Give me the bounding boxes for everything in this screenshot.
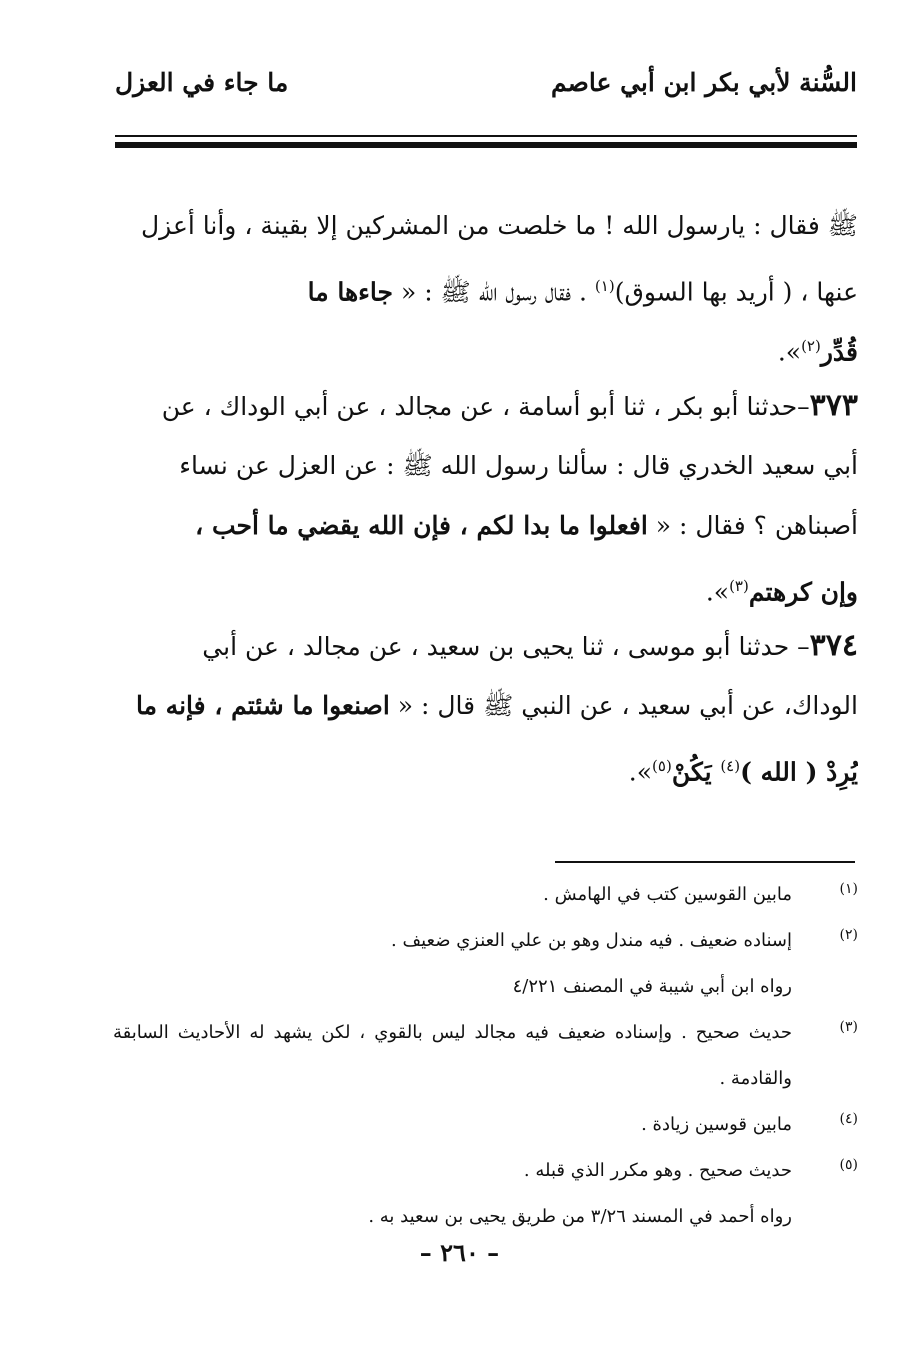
text-line	[113, 736, 858, 796]
hadith-number: ٣٧٣	[809, 388, 858, 423]
footnote-ref: (٣)	[729, 577, 749, 595]
footnote	[113, 1010, 858, 1056]
footnote-text: حديث صحيح . وهو مكرر الذي قبله .	[523, 1160, 792, 1181]
footnote	[113, 1102, 858, 1148]
footnote-ref: (٥)	[652, 757, 672, 775]
text-line	[113, 676, 858, 736]
footnote-text: رواه أحمد في المسند ٣/٢٦ من طريق يحيى بن سعيد به .	[368, 1206, 792, 1227]
main-text	[113, 196, 858, 796]
footnote-text: رواه ابن أبي شيبة في المصنف ٤/٢٢١	[512, 976, 792, 997]
footnote-text: مابين القوسين كتب في الهامش .	[543, 884, 792, 905]
hadith-quote: يُرِدْ ( الله )	[740, 757, 858, 787]
text-line	[113, 436, 858, 496]
footnote-ref: (٤)	[720, 757, 741, 775]
footnote-ref: (١)	[594, 277, 615, 295]
footnote-text: والقادمة .	[719, 1068, 792, 1089]
footnote-text: إسناده ضعيف . فيه مندل وهو بن علي العنزي ضعيف .	[391, 930, 792, 951]
footnotes	[113, 872, 858, 1240]
running-header	[115, 68, 857, 108]
text-line	[113, 616, 858, 676]
text-span: ».	[705, 577, 730, 607]
text-span: . فقال رسول الله ﷺ : «	[393, 277, 595, 307]
hadith-number: ٣٧٤	[809, 628, 858, 663]
text-line	[113, 376, 858, 436]
text-line	[113, 496, 858, 556]
text-span: –حدثنا أبو بكر ، ثنا أبو أسامة ، عن مجالد ، عن أبي الوداك ، عن	[161, 392, 810, 421]
text-span: ».	[628, 757, 653, 787]
footnote-continuation	[113, 1056, 858, 1102]
footnote-mark: (٥)	[839, 1157, 858, 1173]
footnote	[113, 872, 858, 918]
header-rule-thin	[115, 135, 857, 137]
footnote-mark: (١)	[839, 881, 858, 897]
text-span: ﷺ فقال : يارسول الله ! ما خلصت من المشركين إلا بقينة ، وأنا أعزل	[141, 211, 858, 240]
hadith-quote: اصنعوا ما شئتم ، فإنه ما	[135, 691, 390, 720]
text-span: أبي سعيد الخدري قال : سألنا رسول الله ﷺ : عن العزل عن نساء	[179, 451, 858, 480]
header-rule-thick	[115, 142, 857, 148]
footnote-continuation	[113, 964, 858, 1010]
text-line	[113, 256, 858, 316]
text-span: عنها ، ( أريد بها السوق)	[614, 277, 858, 307]
footnote-ref: (٢)	[801, 337, 821, 355]
hadith-quote: وإن كرهتم	[748, 577, 858, 607]
text-span: – حدثنا أبو موسى ، ثنا يحيى بن سعيد ، عن مجالد ، عن أبي	[202, 632, 810, 661]
text-span: أصبناهن ؟ فقال : «	[647, 511, 858, 540]
footnote-mark: (٢)	[839, 927, 858, 943]
footnote-text: مابين قوسين زيادة .	[641, 1114, 792, 1135]
footnote	[113, 918, 858, 964]
book-title: السُّنة لأبي بكر ابن أبي عاصم	[550, 68, 857, 97]
hadith-quote: قُدِّر	[820, 337, 858, 367]
chapter-title: ما جاء في العزل	[115, 68, 289, 97]
hadith-quote: يَكُنْ	[671, 757, 721, 787]
text-line	[113, 556, 858, 616]
footnote-separator	[555, 861, 855, 863]
page-number: – ٢٦٠ –	[419, 1238, 500, 1267]
footnote-continuation	[113, 1194, 858, 1240]
hadith-quote: افعلوا ما بدا لكم ، فإن الله يقضي ما أحب ،	[195, 511, 648, 540]
hadith-quote: جاءها ما	[307, 277, 393, 307]
text-span: ».	[777, 337, 802, 367]
footnote-text: حديث صحيح . وإسناده ضعيف فيه مجالد ليس بالقوي ، لكن يشهد له الأحاديث السابقة	[113, 1022, 792, 1043]
text-line	[113, 196, 858, 256]
footnote	[113, 1148, 858, 1194]
text-line	[113, 316, 858, 376]
text-span: الوداك، عن أبي سعيد ، عن النبي ﷺ قال : «	[389, 691, 858, 720]
footnote-mark: (٣)	[839, 1019, 858, 1035]
footnote-mark: (٤)	[839, 1111, 858, 1127]
